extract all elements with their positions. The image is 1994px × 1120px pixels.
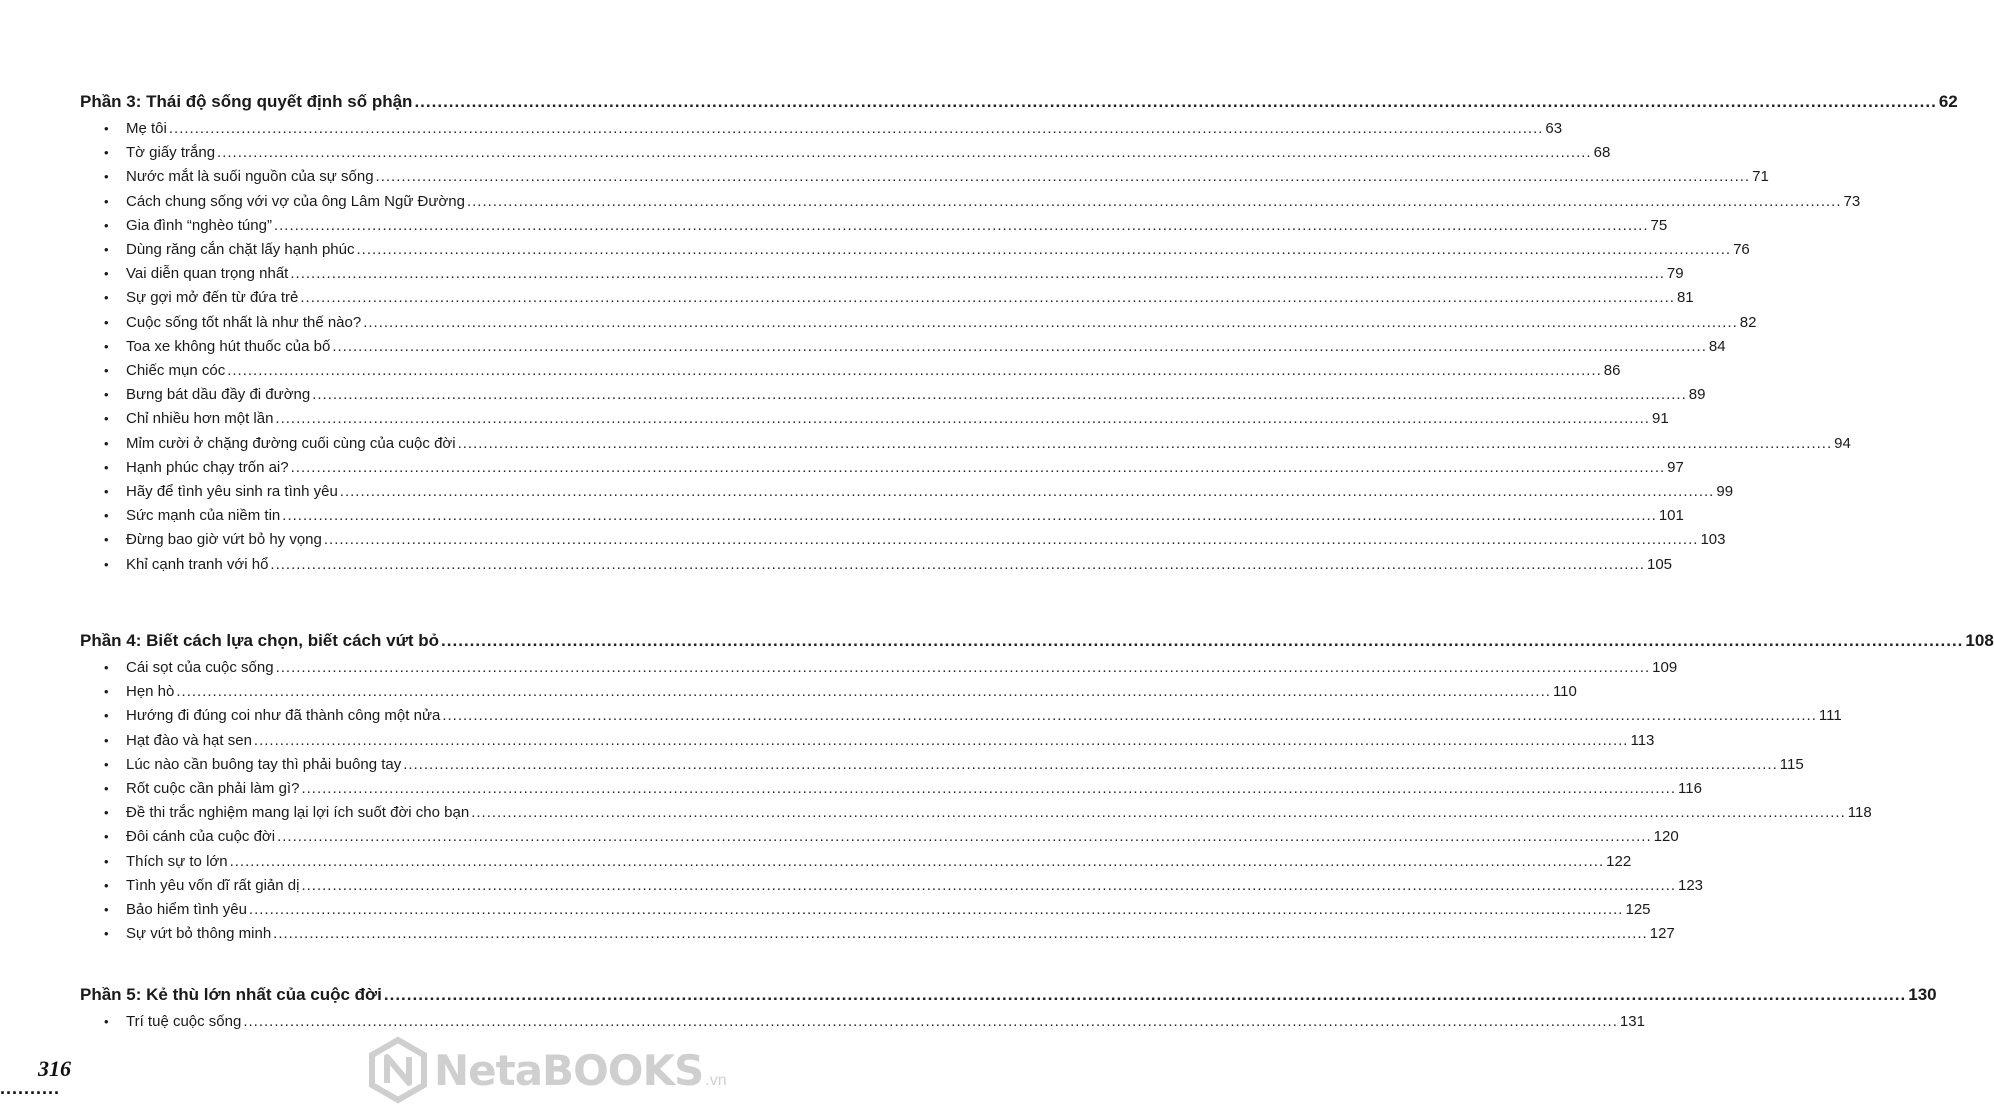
part-page-number: 108 xyxy=(1965,631,1994,650)
dot-leader xyxy=(277,828,1652,845)
entry-page-number: 94 xyxy=(1834,434,1851,452)
dot-leader xyxy=(275,410,1650,427)
toc-entry xyxy=(104,216,1668,234)
bullet-icon: • xyxy=(104,781,109,796)
toc-entry xyxy=(104,362,1621,379)
dot-leader xyxy=(227,362,1602,379)
toc-entry xyxy=(104,241,1750,258)
entry-page-number: 113 xyxy=(1630,731,1655,749)
entry-page-number: 125 xyxy=(1625,901,1651,918)
dot-leader xyxy=(467,193,1842,210)
entry-page-number: 84 xyxy=(1708,337,1726,355)
part-title: Phần 3: Thái độ sống quyết định số phận xyxy=(80,92,413,111)
entry-page-number: 91 xyxy=(1651,410,1669,428)
entry-title: Hạnh phúc chạy trốn ai? xyxy=(126,458,289,476)
watermark-domain: .vn xyxy=(705,1072,727,1089)
bullet-icon: • xyxy=(104,508,109,524)
entry-page-number: 109 xyxy=(1652,659,1678,676)
bullet-icon: • xyxy=(104,217,109,233)
dot-leader xyxy=(471,804,1846,821)
entry-title: Hẹn hò xyxy=(126,683,175,701)
bullet-icon: • xyxy=(104,387,109,403)
toc-entry xyxy=(104,707,1842,725)
entry-title: Trí tuệ cuộc sống xyxy=(126,1013,242,1030)
toc-entry xyxy=(104,265,1684,283)
toc-entry xyxy=(104,410,1669,428)
entry-page-number: 111 xyxy=(1818,707,1842,725)
toc-entry xyxy=(104,852,1632,870)
entry-page-number: 131 xyxy=(1619,1013,1645,1030)
toc-entry xyxy=(104,555,1673,573)
toc-entry xyxy=(104,192,1861,210)
dot-leader xyxy=(274,217,1649,234)
bullet-icon: • xyxy=(104,877,109,893)
toc-entry xyxy=(104,925,1675,943)
toc-entry xyxy=(104,1013,1645,1030)
entry-page-number: 110 xyxy=(1552,683,1577,701)
entry-title: Đề thi trắc nghiệm mang lại lợi ích suốt đời cho bạn xyxy=(126,804,470,822)
toc-entry xyxy=(104,289,1694,307)
bullet-icon: • xyxy=(104,338,109,354)
bullet-icon: • xyxy=(104,732,109,748)
toc-part-heading xyxy=(80,631,1994,651)
entry-page-number: 99 xyxy=(1716,483,1734,500)
dot-leader xyxy=(442,707,1817,724)
dot-leader xyxy=(254,732,1629,749)
dot-leader xyxy=(301,780,1676,797)
bullet-icon: • xyxy=(104,532,109,548)
entry-title: Sự gợi mở đến từ đứa trẻ xyxy=(126,289,299,307)
bullet-icon: • xyxy=(104,121,109,136)
toc-entry xyxy=(104,458,1684,476)
toc-entry xyxy=(104,683,1577,701)
dot-leader xyxy=(243,1013,1618,1030)
entry-title: Mẹ tôi xyxy=(126,120,167,137)
netabooks-logo-icon xyxy=(368,1037,428,1103)
entry-page-number: 123 xyxy=(1678,876,1704,894)
entry-title: Cái sọt của cuộc sống xyxy=(126,659,274,676)
entry-page-number: 89 xyxy=(1688,386,1706,404)
toc-entry xyxy=(104,337,1726,355)
entry-title: Đôi cánh của cuộc đời xyxy=(126,828,276,846)
dot-leader xyxy=(340,483,1715,500)
dot-leader xyxy=(403,756,1778,773)
toc-entry xyxy=(104,828,1679,846)
entry-title: Gia đình “nghèo túng” xyxy=(126,216,272,234)
toc-entry xyxy=(104,531,1726,549)
entry-title: Hạt đào và hạt sen xyxy=(126,731,252,749)
page-number: 316 xyxy=(38,1056,71,1081)
entry-page-number: 103 xyxy=(1700,531,1726,549)
entry-title: Rốt cuộc cần phải làm gì? xyxy=(126,780,300,797)
entry-page-number: 73 xyxy=(1843,192,1861,210)
bullet-icon: • xyxy=(104,411,109,427)
entry-page-number: 118 xyxy=(1847,804,1872,822)
entry-page-number: 86 xyxy=(1603,362,1621,379)
dot-leader xyxy=(282,507,1657,524)
bullet-icon: • xyxy=(104,853,109,869)
entry-title: Cách chung sống với vợ của ông Lâm Ngữ Đường xyxy=(126,192,465,210)
toc-entry xyxy=(104,483,1734,500)
dot-leader xyxy=(276,659,1651,676)
toc-entry xyxy=(104,876,1704,894)
entry-title: Khỉ cạnh tranh với hổ xyxy=(126,555,269,573)
part-title: Phần 5: Kẻ thù lớn nhất của cuộc đời xyxy=(80,985,382,1004)
entry-page-number: 68 xyxy=(1593,144,1611,162)
entry-page-number: 105 xyxy=(1646,555,1673,573)
dot-leader xyxy=(300,289,1675,306)
bullet-icon: • xyxy=(104,1014,109,1029)
toc-entry xyxy=(104,507,1684,525)
toc-entry xyxy=(104,731,1655,749)
bullet-icon: • xyxy=(104,805,109,821)
bullet-icon: • xyxy=(104,684,109,700)
bullet-icon: • xyxy=(104,145,109,161)
watermark-name: NetaBOOKS xyxy=(434,1045,704,1095)
entry-page-number: 76 xyxy=(1733,241,1750,258)
entry-title: Chỉ nhiều hơn một lần xyxy=(126,410,274,428)
dot-leader xyxy=(270,556,1645,573)
dot-leader xyxy=(249,901,1624,918)
bullet-icon: • xyxy=(104,756,109,772)
bullet-icon: • xyxy=(104,242,109,257)
entry-title: Tình yêu vốn dĩ rất giản dị xyxy=(126,876,300,894)
toc-entry xyxy=(104,144,1611,162)
dot-leader xyxy=(169,120,1544,137)
bullet-icon: • xyxy=(104,266,109,282)
dot-leader xyxy=(363,314,1738,331)
entry-title: Mỉm cười ở chặng đường cuối cùng của cuộc đời xyxy=(126,434,456,452)
toc-entry xyxy=(104,120,1563,137)
dot-leader xyxy=(376,168,1751,185)
entry-title: Bưng bát dầu đầy đi đường xyxy=(126,386,311,404)
dot-leader xyxy=(384,985,1906,1005)
dot-leader xyxy=(312,386,1687,403)
bullet-icon: • xyxy=(104,484,109,499)
toc-entry xyxy=(104,313,1757,331)
dot-leader xyxy=(441,631,1963,651)
entry-page-number: 79 xyxy=(1666,265,1684,283)
bullet-icon: • xyxy=(104,363,109,378)
entry-title: Thích sự to lớn xyxy=(126,852,228,870)
dot-leader xyxy=(273,925,1648,942)
entry-title: Lúc nào cần buông tay thì phải buông tay xyxy=(126,755,402,773)
bullet-icon: • xyxy=(104,290,109,306)
dot-leader xyxy=(176,683,1551,700)
bullet-icon: • xyxy=(104,459,109,475)
entry-page-number: 63 xyxy=(1545,120,1563,137)
entry-page-number: 116 xyxy=(1678,780,1702,797)
toc-entry xyxy=(104,901,1651,918)
entry-page-number: 115 xyxy=(1779,755,1804,773)
page-number-dots: .......... xyxy=(0,1078,61,1098)
bullet-icon: • xyxy=(104,926,109,942)
entry-page-number: 127 xyxy=(1649,925,1675,943)
bullet-icon: • xyxy=(104,708,109,724)
entry-title: Cuộc sống tốt nhất là như thế nào? xyxy=(126,313,362,331)
dot-leader xyxy=(230,853,1605,870)
entry-page-number: 81 xyxy=(1676,289,1694,307)
toc-entry xyxy=(104,659,1678,676)
entry-title: Tờ giấy trắng xyxy=(126,144,216,162)
bullet-icon: • xyxy=(104,314,109,330)
entry-title: Hãy để tình yêu sinh ra tình yêu xyxy=(126,483,338,500)
dot-leader xyxy=(301,877,1676,894)
entry-title: Đừng bao giờ vứt bỏ hy vọng xyxy=(126,531,322,549)
entry-page-number: 82 xyxy=(1739,313,1757,331)
bullet-icon: • xyxy=(104,660,109,675)
bullet-icon: • xyxy=(104,829,109,845)
entry-page-number: 120 xyxy=(1653,828,1679,846)
dot-leader xyxy=(324,531,1699,548)
entry-page-number: 75 xyxy=(1650,216,1668,234)
toc-entry xyxy=(104,755,1804,773)
bullet-icon: • xyxy=(104,902,109,917)
entry-title: Toa xe không hút thuốc của bố xyxy=(126,337,331,355)
dot-leader xyxy=(217,144,1592,161)
toc-part-heading xyxy=(80,985,1937,1005)
entry-title: Hướng đi đúng coi như đã thành công một nửa xyxy=(126,707,441,725)
part-page-number: 130 xyxy=(1908,985,1937,1004)
bullet-icon: • xyxy=(104,193,109,209)
toc-entry xyxy=(104,386,1706,404)
entry-title: Sự vứt bỏ thông minh xyxy=(126,925,272,943)
toc-part-heading xyxy=(80,92,1958,112)
bullet-icon: • xyxy=(104,169,109,185)
dot-leader xyxy=(458,435,1833,452)
toc-entry xyxy=(104,780,1702,797)
dot-leader xyxy=(291,459,1666,476)
part-page-number: 62 xyxy=(1938,92,1958,111)
netabooks-watermark xyxy=(368,1030,727,1110)
entry-title: Dùng răng cắn chặt lấy hạnh phúc xyxy=(126,241,355,258)
toc-entry xyxy=(104,804,1872,822)
dot-leader xyxy=(357,241,1732,258)
entry-title: Sức mạnh của niềm tin xyxy=(126,507,281,525)
entry-page-number: 97 xyxy=(1667,458,1684,476)
entry-page-number: 71 xyxy=(1752,168,1769,186)
toc-entry xyxy=(104,434,1851,452)
dot-leader xyxy=(332,338,1707,355)
toc-entry xyxy=(104,168,1769,186)
entry-title: Bảo hiểm tình yêu xyxy=(126,901,247,918)
bullet-icon: • xyxy=(104,556,109,572)
entry-title: Vai diễn quan trọng nhất xyxy=(126,265,289,283)
entry-title: Chiếc mụn cóc xyxy=(126,362,226,379)
dot-leader xyxy=(414,92,1936,112)
entry-page-number: 101 xyxy=(1658,507,1684,525)
entry-page-number: 122 xyxy=(1606,852,1632,870)
dot-leader xyxy=(290,265,1665,282)
entry-title: Nước mắt là suối nguồn của sự sống xyxy=(126,168,374,186)
bullet-icon: • xyxy=(104,435,109,451)
part-title: Phần 4: Biết cách lựa chọn, biết cách vứt bỏ xyxy=(80,631,440,650)
